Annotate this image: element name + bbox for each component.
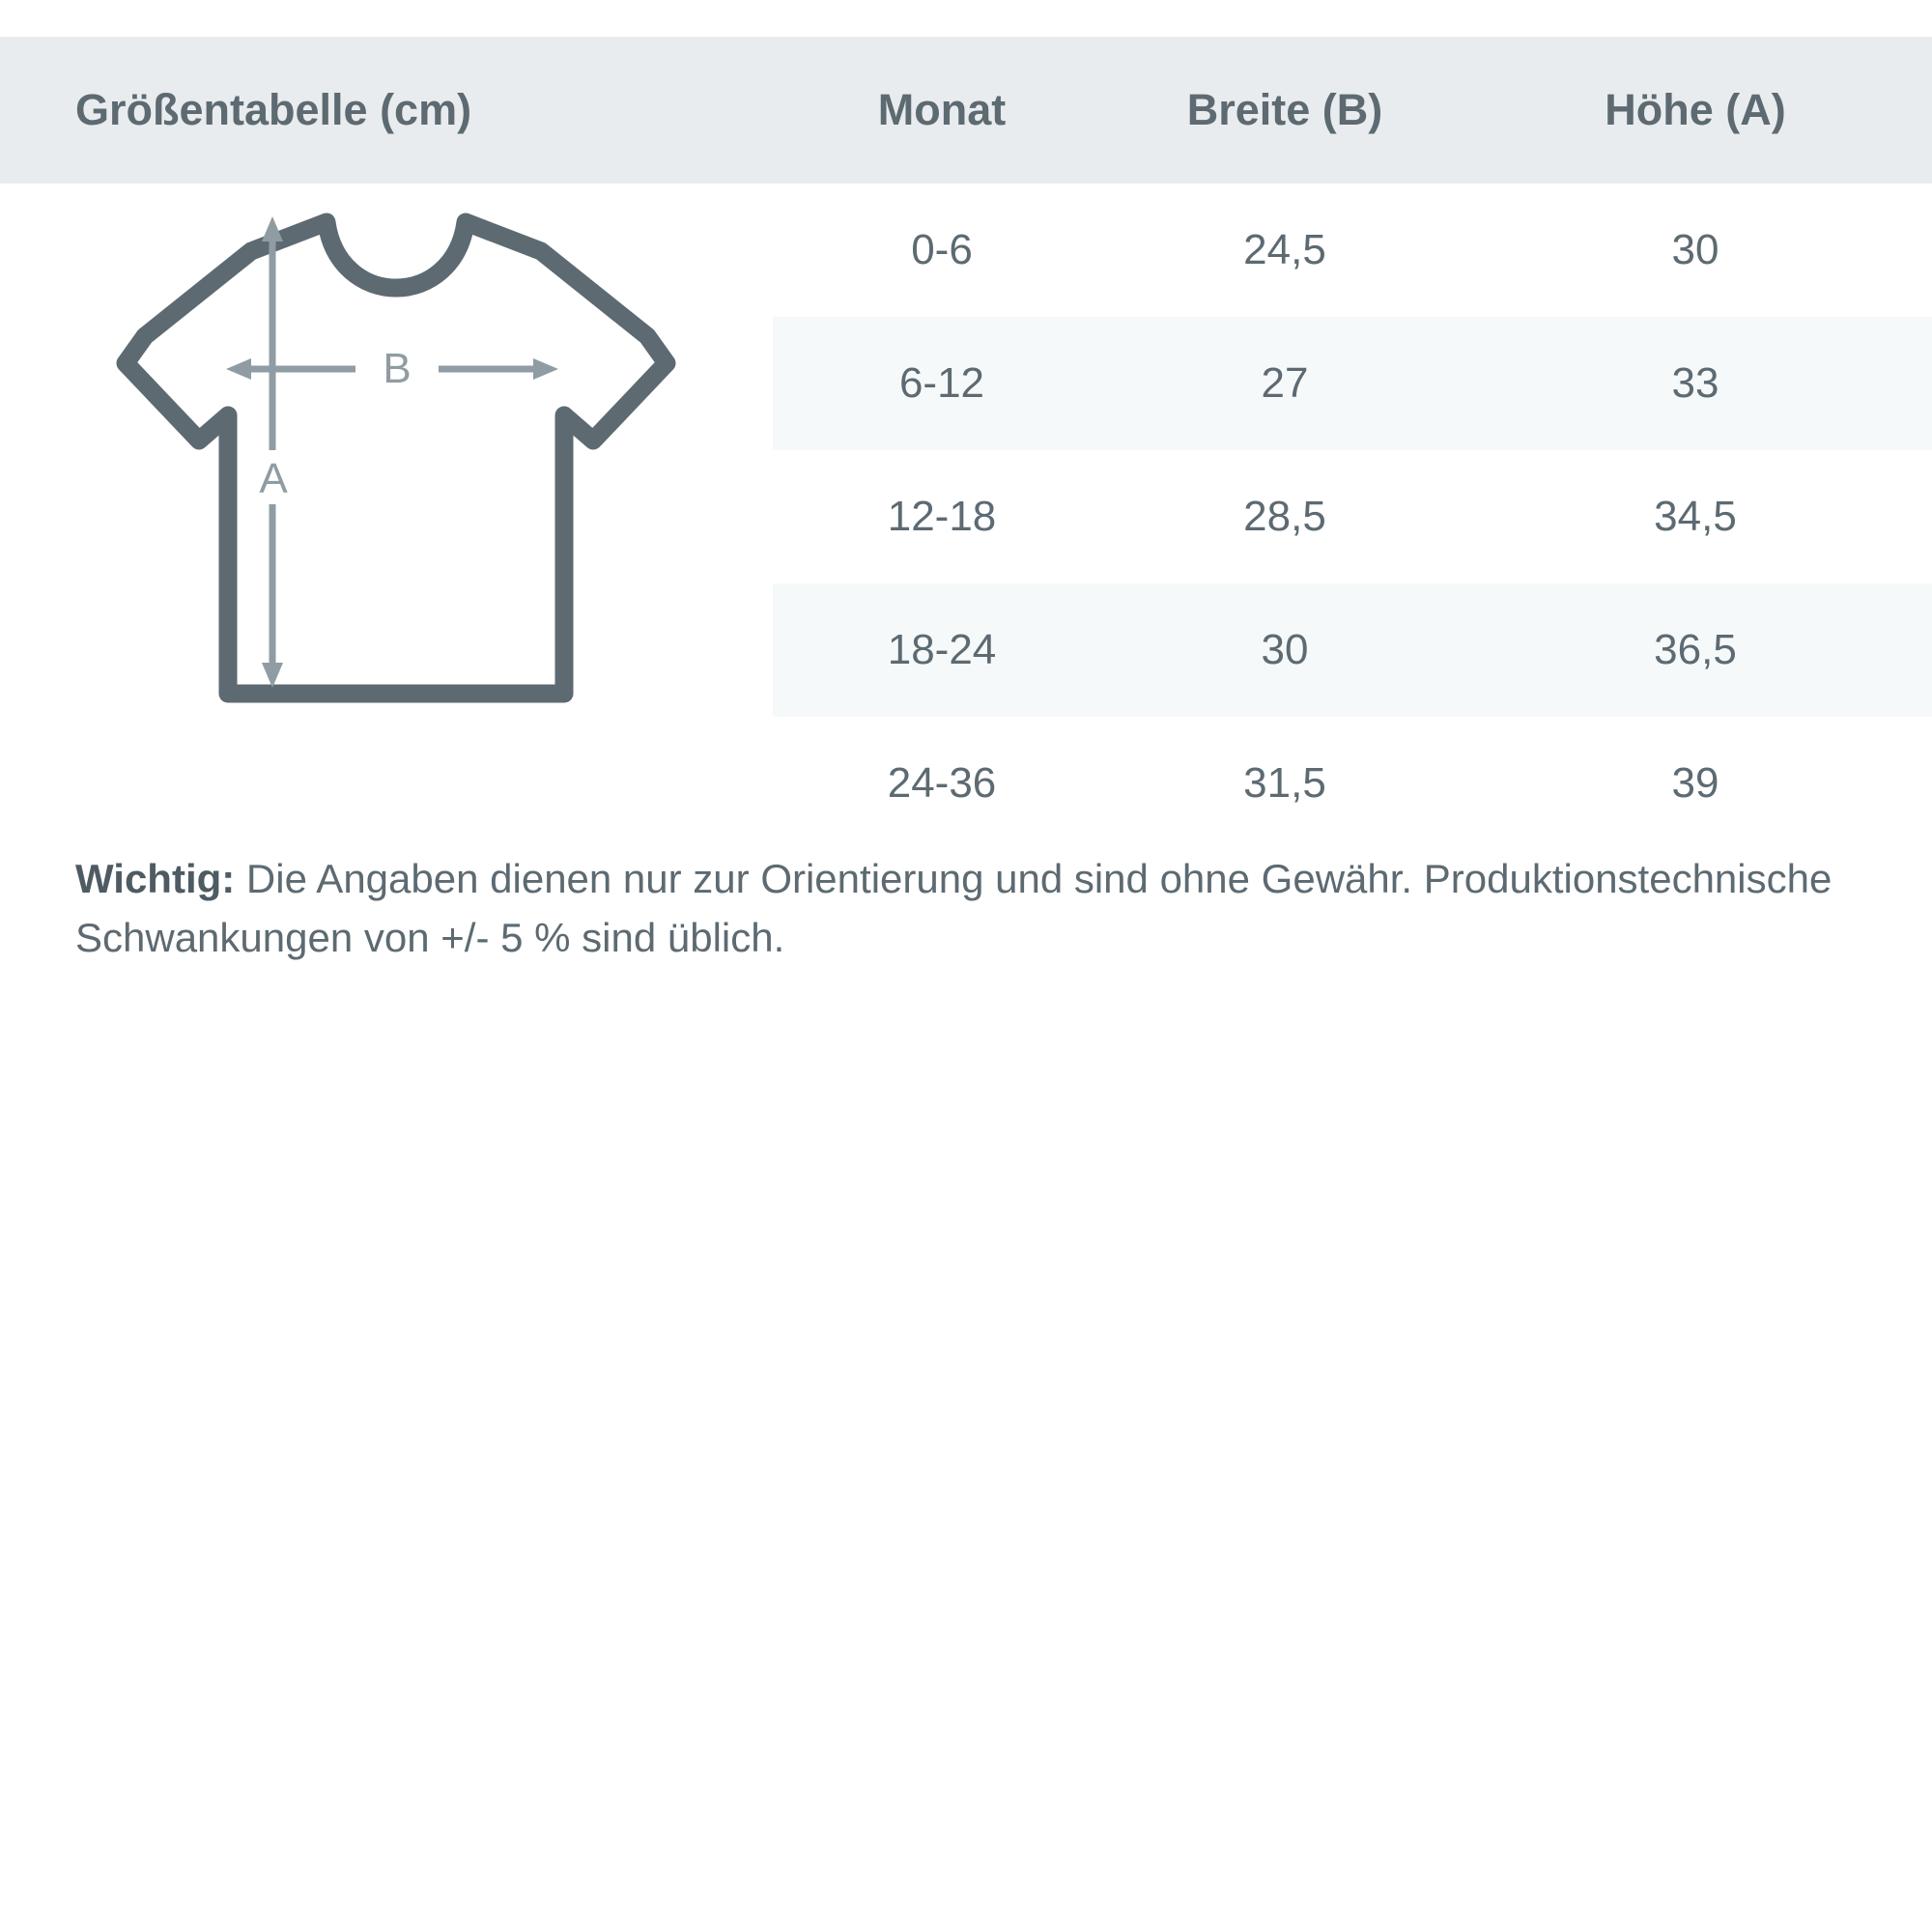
column-header-height: Höhe (A) [1459, 37, 1932, 184]
tshirt-illustration-cell [0, 184, 773, 850]
cell-height: 39 [1459, 717, 1932, 850]
cell-height: 33 [1459, 317, 1932, 450]
size-chart-table [0, 37, 1932, 850]
cell-height: 36,5 [1459, 583, 1932, 717]
tshirt-icon [106, 191, 686, 732]
cell-width: 28,5 [1111, 450, 1459, 583]
page-title: Größentabelle (cm) [0, 37, 773, 184]
size-chart-container [0, 37, 1932, 850]
label-width-b: B [383, 345, 412, 392]
table-header [0, 37, 1932, 184]
cell-width: 31,5 [1111, 717, 1459, 850]
table-row [0, 184, 1932, 317]
column-header-month: Monat [773, 37, 1111, 184]
footnote-text: Die Angaben dienen nur zur Orientierung und sind ohne Gewähr. Produktionstechnische Schwankungen von +/- 5 % sind üblich. [75, 856, 1833, 960]
footnote-lead: Wichtig: [75, 856, 236, 901]
cell-height: 34,5 [1459, 450, 1932, 583]
table-body [0, 184, 1932, 850]
footnote [75, 850, 1862, 968]
label-height-a: A [259, 455, 288, 502]
cell-month: 6-12 [773, 317, 1111, 450]
cell-month: 12-18 [773, 450, 1111, 583]
cell-width: 24,5 [1111, 184, 1459, 317]
cell-month: 0-6 [773, 184, 1111, 317]
header-row [0, 37, 1932, 184]
tshirt-illustration [0, 184, 773, 850]
cell-month: 18-24 [773, 583, 1111, 717]
cell-height: 30 [1459, 184, 1932, 317]
cell-width: 30 [1111, 583, 1459, 717]
cell-width: 27 [1111, 317, 1459, 450]
column-header-width: Breite (B) [1111, 37, 1459, 184]
cell-month: 24-36 [773, 717, 1111, 850]
